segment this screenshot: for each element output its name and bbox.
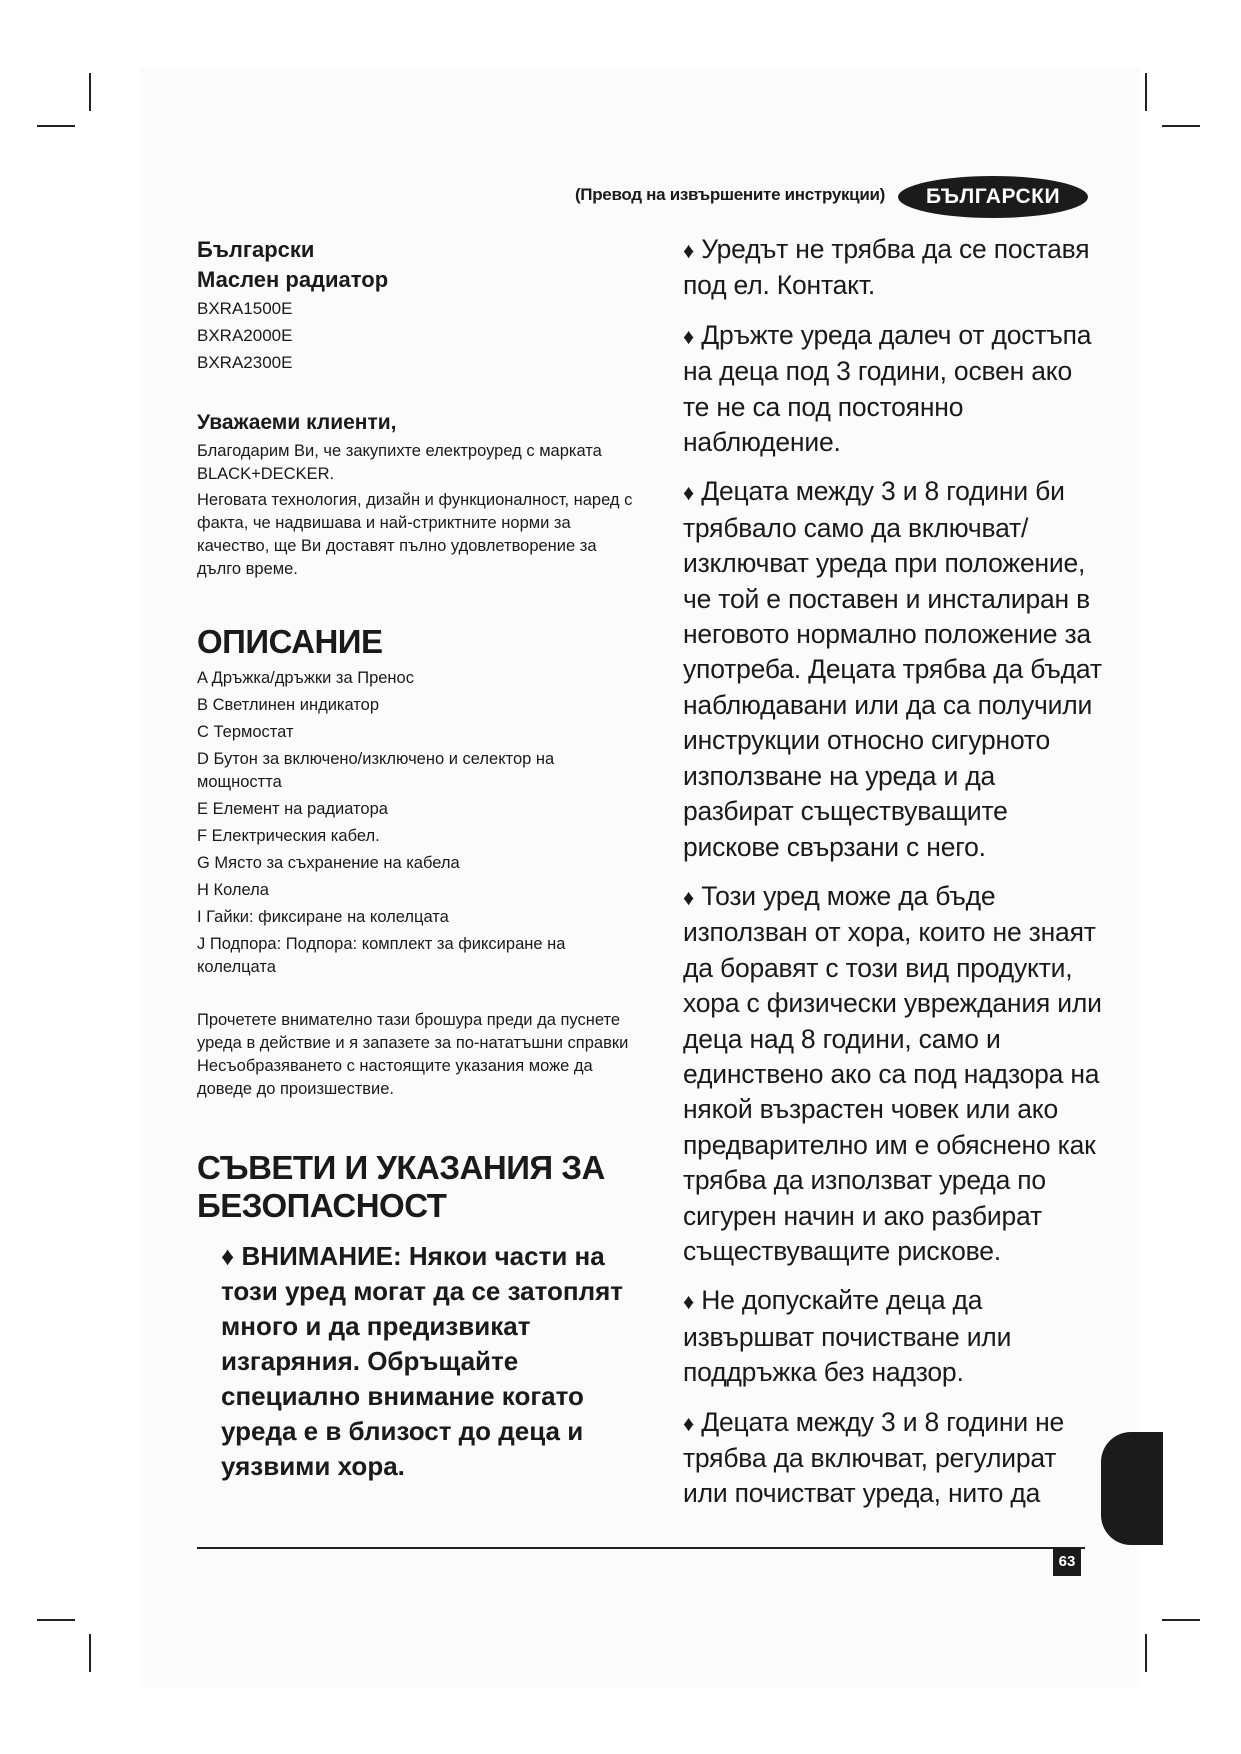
diamond-bullet-icon: ♦ <box>683 238 695 263</box>
list-item: J Подпора: Подпора: комплект за фиксиране на колелцата <box>197 935 566 976</box>
safety-item <box>683 474 1103 864</box>
diamond-bullet-icon: ♦ <box>221 1241 235 1271</box>
left-column <box>197 235 637 1484</box>
diamond-bullet-icon: ♦ <box>683 1410 695 1436</box>
list-item: C Термостат <box>197 723 294 741</box>
safety-item-text: Децата между 3 и 8 години би трябвало само да включват/изключват уреда при положение, че той е поставен и инсталиран в неговото нормално положение за употреба. Децата трябва да бъдат наблюдавани или да са получили инструкции относно сигурното използване на уреда и да разбират съществуващите рискове свързани с него. <box>683 476 1102 862</box>
safety-item <box>683 879 1103 1269</box>
safety-item <box>683 232 1103 304</box>
product-title: Маслен радиатор <box>197 267 389 292</box>
greeting-heading: Уважаеми клиенти, <box>197 411 397 434</box>
crop-mark-bottom-left-h <box>37 1619 75 1621</box>
list-item: I Гайки: фиксиране на колелцата <box>197 908 449 926</box>
safety-item-text: Дръжте уреда далеч от достъпа на деца под 3 години, освен ако те не са под постоянно наблюдение. <box>683 319 1092 458</box>
description-list <box>197 667 637 979</box>
greeting-text: Неговата технология, дизайн и функционалност, наред с факта, че надвишава и най-стриктните норми за качество, ще Ви доставят пълно удовлетворение за дълго време. <box>197 491 633 578</box>
right-column <box>683 232 1103 1526</box>
crop-mark-top-left-h <box>37 125 75 127</box>
safety-item-text: Уредът не трябва да се поставя под ел. Контакт. <box>683 234 1090 301</box>
crop-mark-top-right-h <box>1162 125 1200 127</box>
language-badge: БЪЛГАРСКИ <box>898 176 1088 218</box>
crop-mark-bottom-right-v <box>1145 1634 1147 1672</box>
safety-item <box>683 318 1103 461</box>
language-title: Български <box>197 237 315 262</box>
crop-mark-top-left-v <box>89 73 91 111</box>
safety-item <box>683 1283 1103 1390</box>
description-heading: ОПИСАНИЕ <box>197 623 383 660</box>
read-instructions-note: Прочетете внимателно тази брошура преди да пуснете уреда в действие и я запазете за по-нататъшни справки Несъобразяването с настоящите указания може да доведе до произшествие. <box>197 1011 629 1098</box>
crop-mark-bottom-right-h <box>1162 1619 1200 1621</box>
list-item: D Бутон за включено/изключено и селектор на мощността <box>197 750 555 791</box>
translation-note: (Превод на извършените инструкции) <box>574 185 885 204</box>
list-item: F Електрическия кабел. <box>197 827 380 845</box>
diamond-bullet-icon: ♦ <box>683 480 695 506</box>
greeting-text: Благодарим Ви, че закупихте електроуред с марката BLACK+DECKER. <box>197 442 602 483</box>
crop-mark-bottom-left-v <box>89 1634 91 1672</box>
list-item: B Светлинен индикатор <box>197 696 380 714</box>
list-item: E Елемент на радиатора <box>197 800 388 818</box>
warning-text: ВНИМАНИЕ: Някои части на този уред могат да се затоплят много и да предизвикат изгаряния. Обръщайте специално внимание когато уреда е в близост до деца и уязвими хора. <box>221 1241 624 1481</box>
footer-rule <box>197 1547 1085 1549</box>
crop-mark-top-right-v <box>1145 73 1147 111</box>
model-number: BXRA1500E <box>197 299 293 318</box>
safety-heading: СЪВЕТИ И УКАЗАНИЯ ЗА БЕЗОПАСНОСТ <box>197 1149 605 1224</box>
model-number: BXRA2300E <box>197 353 293 372</box>
safety-item-text: Децата между 3 и 8 години не трябва да включват, регулират или почистват уреда, нито да <box>683 1406 1065 1509</box>
page-number: 63 <box>1053 1548 1081 1576</box>
warning-item <box>221 1239 637 1484</box>
list-item: G Място за съхранение на кабела <box>197 854 460 872</box>
diamond-bullet-icon: ♦ <box>683 1289 695 1315</box>
side-tab-marker <box>1101 1432 1163 1545</box>
safety-item <box>683 1405 1103 1512</box>
list-item: H Колела <box>197 881 269 899</box>
safety-item-text: Този уред може да бъде използван от хора, които не знаят да боравят с този вид продукти, хора с физически увреждания или деца над 8 години, само и единствено ако са под надзора на някой възрастен човек или ако предварително им е обяснено как трябва да използват уреда по сигурен начин и ако разбират съществуващите рискове. <box>683 880 1102 1266</box>
model-number: BXRA2000E <box>197 326 293 345</box>
diamond-bullet-icon: ♦ <box>683 323 695 349</box>
safety-item-text: Не допускайте деца да извършват почистване или поддръжка без надзор. <box>683 1285 1012 1388</box>
list-item: A Дръжка/дръжки за Пренос <box>197 669 414 687</box>
diamond-bullet-icon: ♦ <box>683 884 695 910</box>
